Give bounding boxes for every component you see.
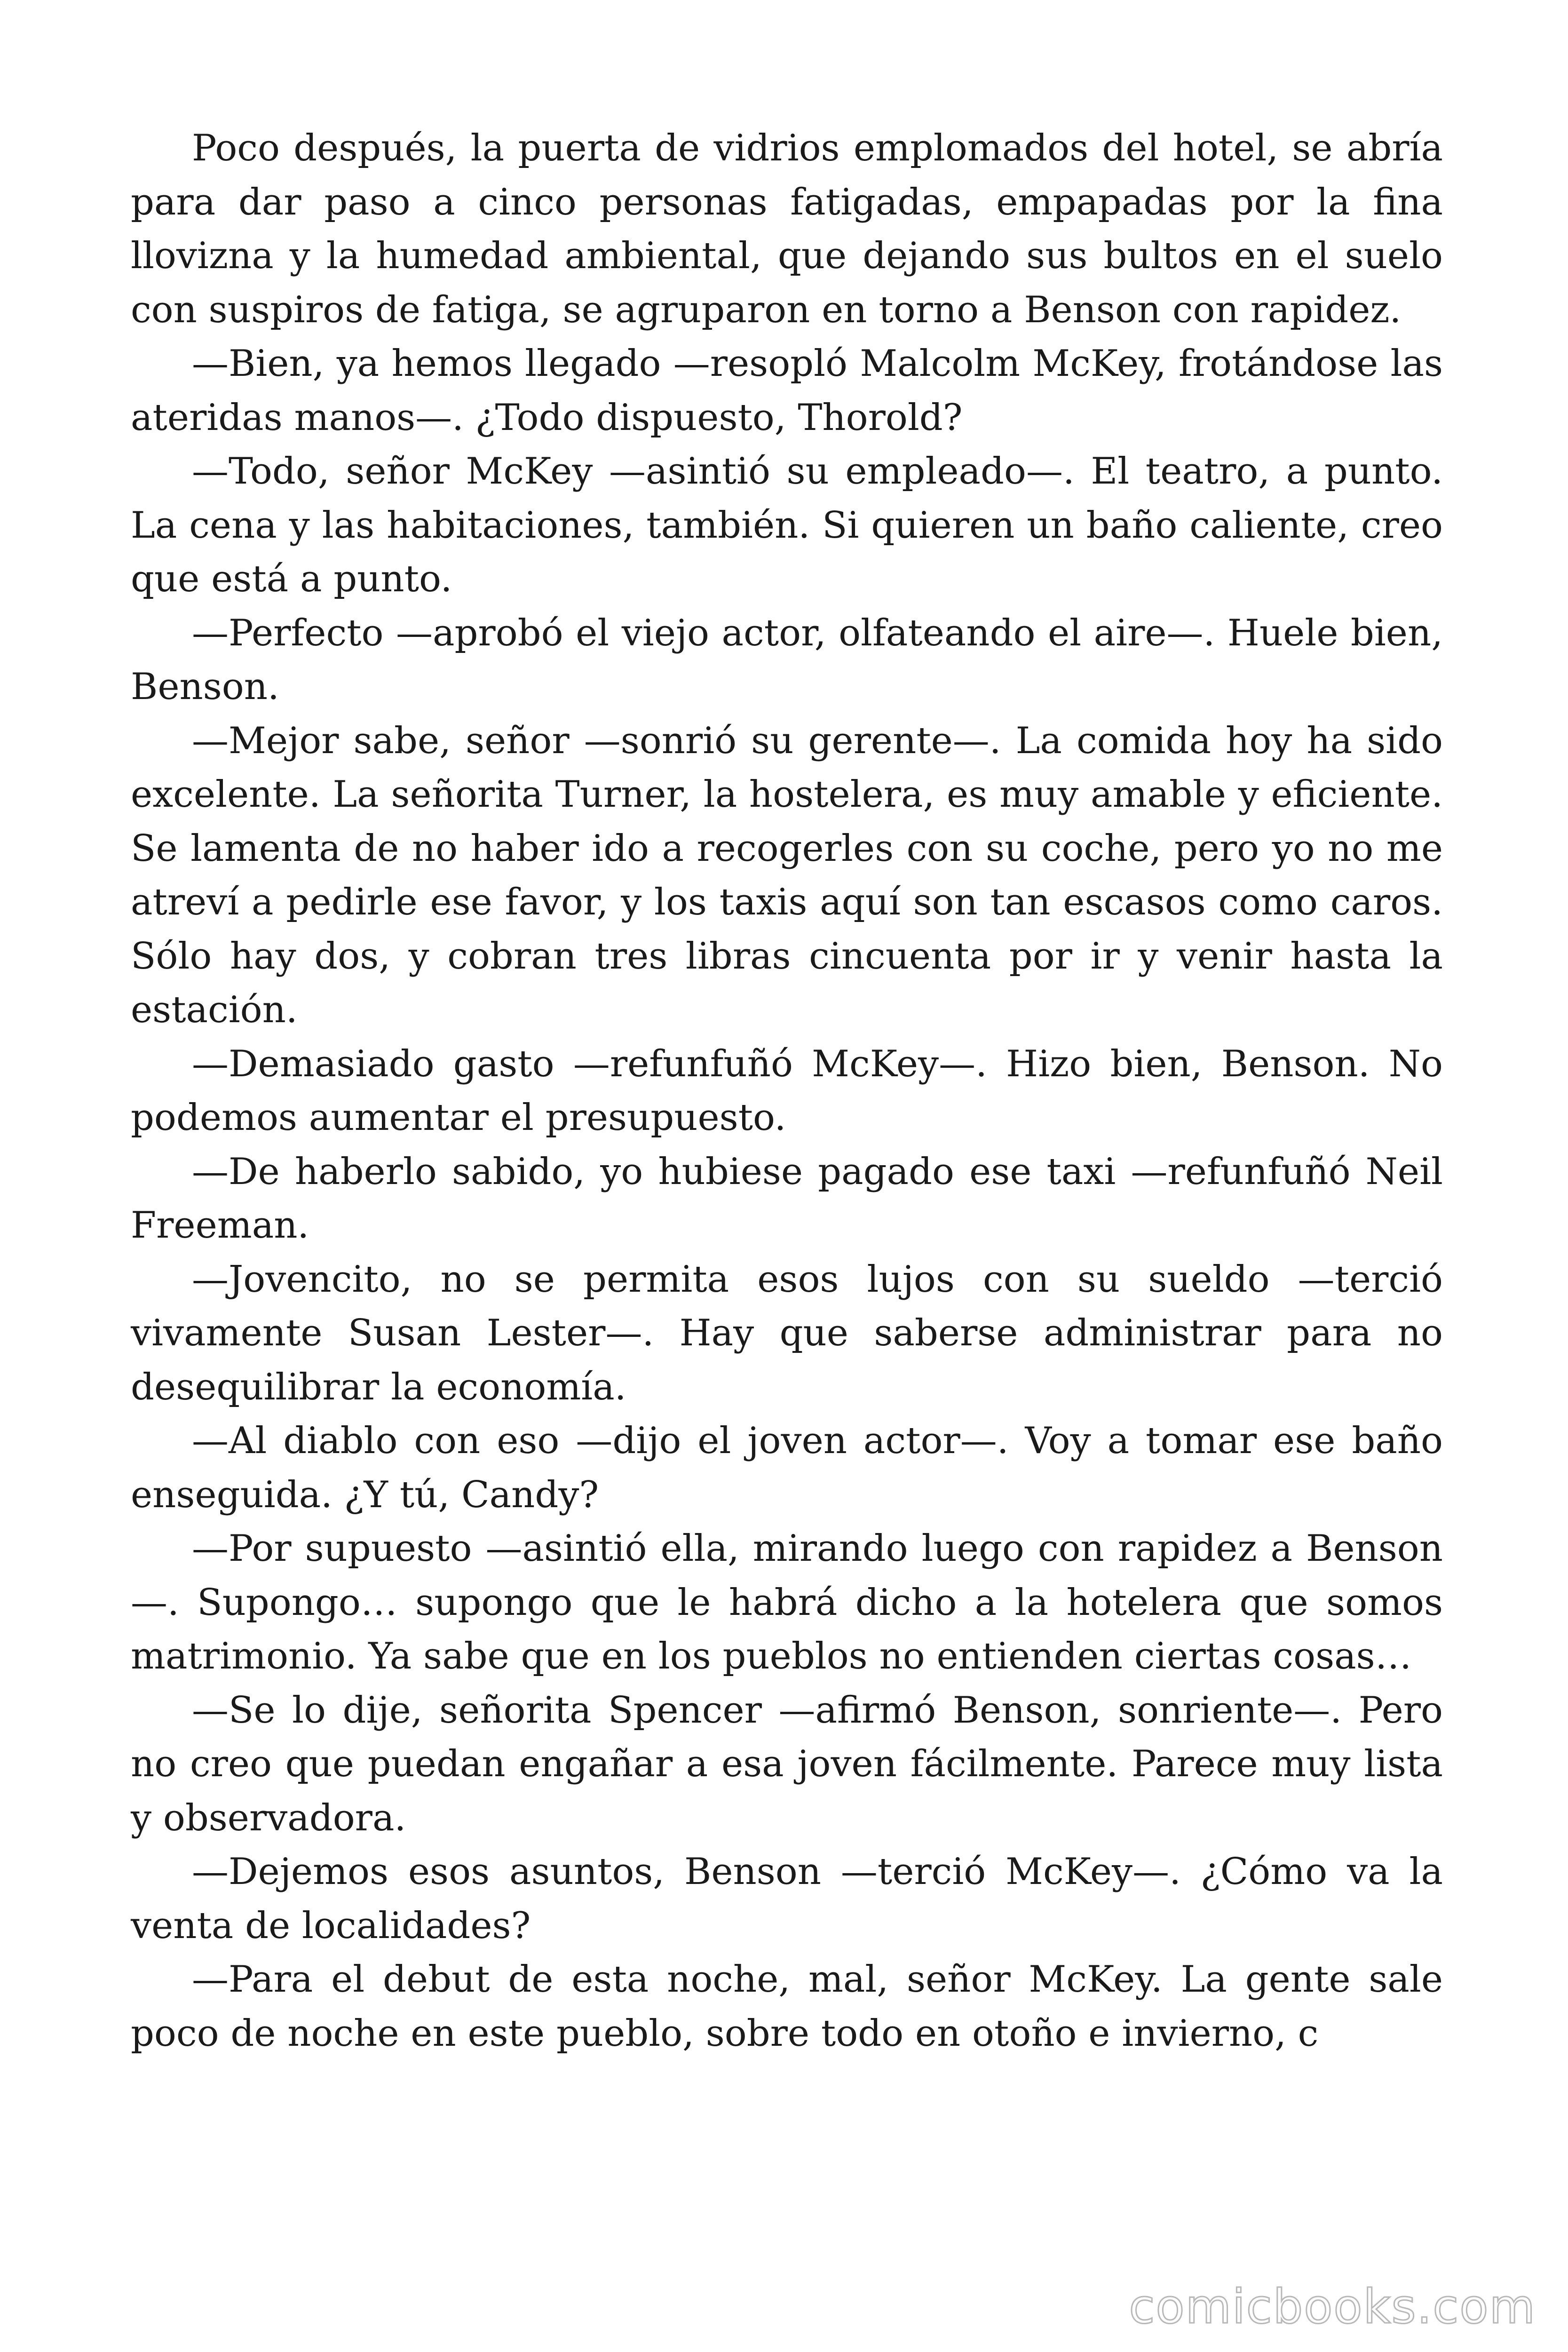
paragraph-8: —Jovencito, no se permita esos lujos con su sueldo —terció vivamente Susan Lester—. Hay que saberse administrar para no desequilibrar la economía. [131, 1258, 1443, 1408]
watermark: comicbooks.com [1129, 2279, 1536, 2334]
paragraph-5: —Mejor sabe, señor —sonrió su gerente—. La comida hoy ha sido excelente. La señorita Turner, la hostelera, es muy amable y eficiente. Se lamenta de no haber ido a recogerles con su coche, pero yo no me atreví a pedirle ese favor, y los taxis aquí son tan escasos como caros. Sólo hay dos, y cobran tres libras cincuenta por ir y venir hasta la estación. [131, 719, 1443, 1031]
paragraph-11: —Se lo dije, señorita Spencer —afirmó Benson, sonriente—. Pero no creo que puedan engañar a esa joven fácilmente. Parece muy lista y observadora. [131, 1689, 1443, 1839]
page-text [131, 121, 1443, 2060]
paragraph-2: —Bien, ya hemos llegado —resopló Malcolm McKey, frotándose las ateridas manos—. ¿Todo dispuesto, Thorold? [131, 342, 1443, 439]
paragraph-9: —Al diablo con eso —dijo el joven actor—. Voy a tomar ese baño enseguida. ¿Y tú, Candy? [131, 1420, 1443, 1516]
paragraph-12: —Dejemos esos asuntos, Benson —terció McKey—. ¿Cómo va la venta de localidades? [131, 1851, 1443, 1947]
paragraph-10: —Por supuesto —asintió ella, mirando luego con rapidez a Benson—. Supongo… supongo que le habrá dicho a la hotelera que somos matrimonio. Ya sabe que en los pueblos no entienden ciertas cosas… [131, 1527, 1443, 1677]
paragraph-4: —Perfecto —aprobó el viejo actor, olfateando el aire—. Huele bien, Benson. [131, 612, 1443, 708]
paragraph-6: —Demasiado gasto —refunfuñó McKey—. Hizo bien, Benson. No podemos aumentar el presupuesto. [131, 1042, 1443, 1139]
paragraph-1: Poco después, la puerta de vidrios emplomados del hotel, se abría para dar paso a cinco personas fatigadas, empapadas por la fina llovizna y la humedad ambiental, que dejando sus bultos en el suelo con suspiros de fatiga, se agruparon en torno a Benson con rapidez. [131, 127, 1443, 331]
paragraph-7: —De haberlo sabido, yo hubiese pagado ese taxi —refunfuñó Neil Freeman. [131, 1150, 1443, 1247]
paragraph-13: —Para el debut de esta noche, mal, señor McKey. La gente sale poco de noche en este pueblo, sobre todo en otoño e invierno, c [131, 1958, 1443, 2055]
paragraph-3: —Todo, señor McKey —asintió su empleado—. El teatro, a punto. La cena y las habitaciones, también. Si quieren un baño caliente, creo que está a punto. [131, 450, 1443, 600]
